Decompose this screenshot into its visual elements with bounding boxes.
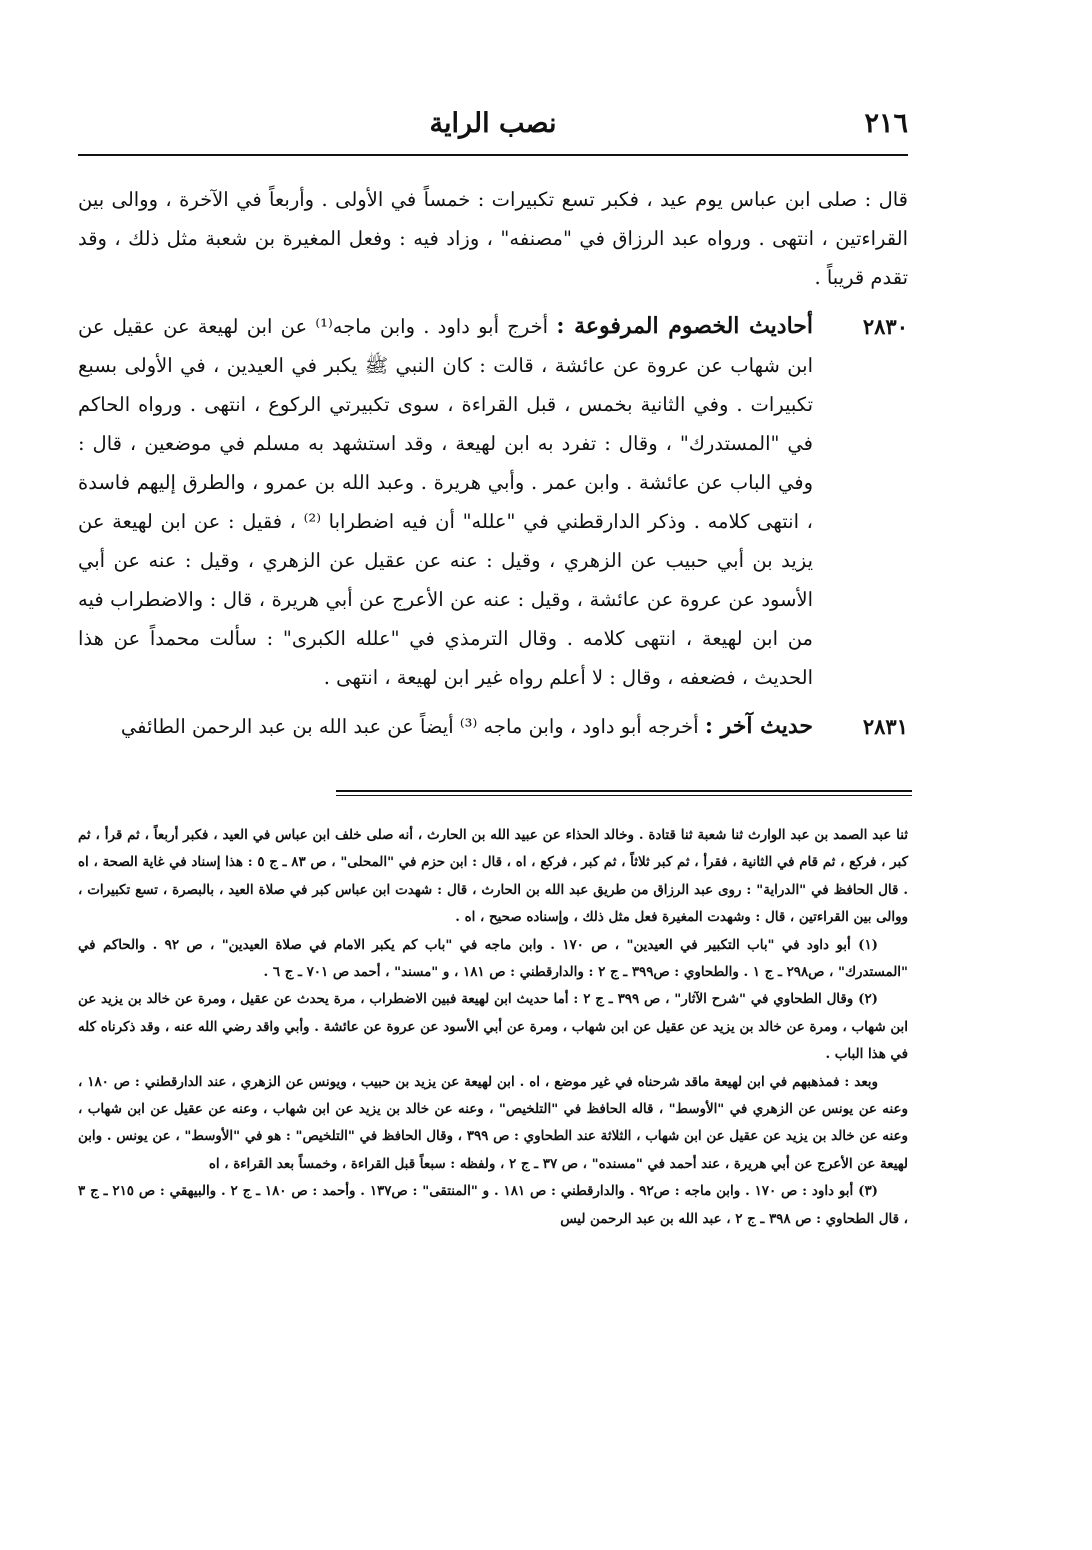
entry-lead: أحاديث الخصوم المرفوعة : xyxy=(556,313,814,339)
page-number: ٢١٦ xyxy=(864,108,908,139)
entry-body: أخرجه أبو داود ، وابن ماجه ⁽³⁾ أيضاً عن عبد الله بن عبد الرحمن الطائفي xyxy=(120,715,705,738)
entry-body: أخرج أبو داود . وابن ماجه⁽¹⁾ عن ابن لهيعة عن عقيل عن ابن شهاب عن عروة عن عائشة ، قالت : كان النبي ﷺ يكبر في العيدين ، في الأولى بسبع تكبيرات . وفي الثانية بخمس ، قبل القراءة ، سوى تكبيرتي الركوع ، انتهى . ورواه الحاكم في "المستدرك" ، وقال : تفرد به ابن لهيعة ، وقد استشهد به مسلم في موضعين ، قال : وفي الباب عن عائشة . وابن عمر . وأبي هريرة . وعبد الله بن عمرو ، والطرق إليهم فاسدة ، انتهى كلامه . وذكر الدارقطني في "علله" أن فيه اضطرابا ⁽²⁾ ، فقيل : عن ابن لهيعة عن يزيد بن أبي حبيب عن الزهري ، وقيل : عنه عن عقيل عن الزهري ، وقيل : عنه عن أبي الأسود عن عروة عن عائشة ، وقيل : عنه عن الأعرج عن أبي هريرة ، قال : والاضطراب فيه من ابن لهيعة ، انتهى كلامه . وقال الترمذي في "علله الكبرى" : سألت محمداً عن هذا الحديث ، فضعفه ، وقال : لا أعلم رواه غير ابن لهيعة ، انتهى . xyxy=(78,315,813,689)
hadith-entry xyxy=(78,707,908,746)
running-title: نصب الراية xyxy=(429,108,557,139)
entry-number: ٢٨٣١ xyxy=(862,714,908,739)
main-text xyxy=(78,180,908,746)
footnote: وبعد : فمذهبهم في ابن لهيعة ماقد شرحناه في غير موضع ، اه . ابن لهيعة عن يزيد بن حبيب ، ويونس عن الزهري ، عند الدارقطني : ص ١٨٠ ، وعنه عن يونس عن الزهري في "الأوسط" ، قاله الحافظ في "التلخيص" ، وعنه عن خالد بن يزيد عن ابن شهاب ، وعنه عن عقيل عن ابن شهاب ، وعنه عن خالد بن يزيد عن عقيل عن ابن شهاب ، الثلاثة عند الطحاوي : ص ٣٩٩ ، وقال الحافظ في "التلخيص" : هو في "الأوسط" ، عن يونس . وابن لهيعة عن الأعرج عن أبي هريرة ، عند أحمد في "مسنده" ، ص ٣٧ ـ ج ٢ ، ولفظه : سبعاً قبل القراءة ، وخمساً بعد القراءة ، اه xyxy=(78,1073,908,1172)
entry-lead: حديث آخر : xyxy=(704,713,813,739)
footnote-carryover: ثنا عبد الصمد بن عبد الوارث ثنا شعبة ثنا قتادة . وخالد الحذاء عن عبيد الله بن الحارث ، أنه صلى خلف ابن عباس في العيد ، فكبر أربعاً ، ثم قرأ ، ثم كبر ، فركع ، ثم قام في الثانية ، فقرأ ، ثم كبر ثلاثاً ، ثم كبر ، فركع ، اه ، قال : ابن حزم في "المحلى" ، ص ٨٣ ـ ج ٥ : هذا إسناد في غاية الصحة ، اه . قال الحافظ في "الدراية" : روى عبد الرزاق من طريق عبد الله بن الحارث ، قال : شهدت ابن عباس كبر في صلاة العيد ، بالبصرة ، تسع تكبيرات ، ووالى بين القراءتين ، قال : وشهدت المغيرة فعل مثل ذلك ، وإسناده صحيح ، اه . xyxy=(78,827,908,926)
footnote-divider-thin xyxy=(336,795,912,796)
hadith-entry xyxy=(78,307,908,697)
footnotes xyxy=(78,822,908,1233)
footnote: (١) أبو داود في "باب التكبير في العيدين" ، ص ١٧٠ . وابن ماجه في "باب كم يكبر الامام في صلاة العيدين" ، ص ٩٢ . والحاكم في "المستدرك" ، ص٢٩٨ ـ ج ١ . والطحاوي : ص٣٩٩ ـ ج ٢ : والدارقطني : ص ١٨١ ، و "مسند" ، أحمد ص ٧٠١ ـ ج ٦ . xyxy=(78,936,908,981)
entry-text xyxy=(78,307,813,697)
page-header xyxy=(78,108,908,154)
continuation-paragraph: قال : صلى ابن عباس يوم عيد ، فكبر تسع تكبيرات : خمساً في الأولى . وأربعاً في الآخرة ، ووالى بين القراءتين ، انتهى . ورواه عبد الرزاق في "مصنفه" ، وزاد فيه : وفعل المغيرة بن شعبة مثل ذلك ، وقد تقدم قريباً . xyxy=(78,188,908,289)
footnote: (٢) وقال الطحاوي في "شرح الآثار" ، ص ٣٩٩ ـ ج ٢ : أما حديث ابن لهيعة فبين الاضطراب ، مرة يحدث عن عقيل ، ومرة عن خالد بن يزيد عن ابن شهاب ، ومرة عن خالد بن يزيد عن عقيل عن ابن شهاب ، ومرة عن أبي الأسود عن عروة عن عائشة . وأبي واقد رضي الله عنه ، وقد ذكرناه كله في هذا الباب . xyxy=(78,991,908,1063)
footnote: (٣) أبو داود : ص ١٧٠ . وابن ماجه : ص٩٢ . والدارقطني : ص ١٨١ . و "المنتقى" : ص١٣٧ . وأحمد : ص ١٨٠ ـ ج ٢ . والبيهقي : ص ٢١٥ ـ ج ٣ ، قال الطحاوي : ص ٣٩٨ ـ ج ٢ ، عبد الله بن عبد الرحمن ليس xyxy=(78,1183,908,1227)
entry-number: ٢٨٣٠ xyxy=(862,314,908,339)
header-rule xyxy=(78,154,908,156)
entry-text xyxy=(78,707,813,746)
footnote-divider xyxy=(336,790,912,792)
